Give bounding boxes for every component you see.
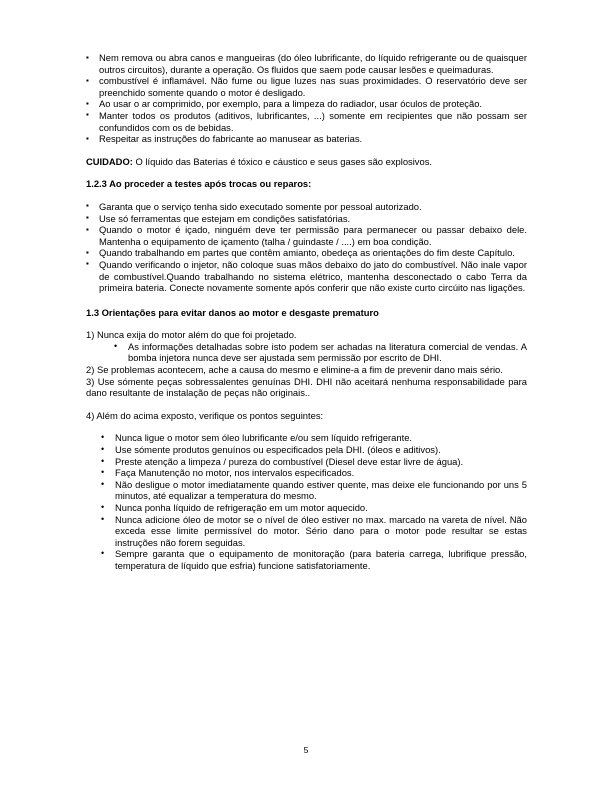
page-number: 5 xyxy=(303,745,309,755)
spacer xyxy=(86,145,527,156)
test-procedure-bullet-list xyxy=(86,201,527,294)
numbered-item-1: 1) Nunca exija do motor além do que foi projetado. xyxy=(86,329,297,341)
list-item: ▪ Ao usar o ar comprimido, por exemplo, para a limpeza do radiador, usar óculos de proteção. xyxy=(86,98,527,110)
caution-label: CUIDADO: xyxy=(86,155,133,167)
list-item: • Sempre garanta que o equipamento de monitoração (para bateria carrega, lubrifique pressão, temperatura de líquido que esfria) funcione satisfatoriamente. xyxy=(101,548,527,571)
list-item: • Preste atenção a limpeza / pureza do combustível (Diesel deve estar livre de água). xyxy=(101,456,527,468)
numbered-item-1-sublist xyxy=(86,341,527,364)
numbered-item-4: 4) Além do acima exposto, verifique os pontos seguintes: xyxy=(86,409,324,421)
numbered-item-2: 2) Se problemas acontecem, ache a causa do mesmo e elimine-a a fim de prevenir dano mais sério. xyxy=(86,364,503,376)
list-item: ▪ Nem remova ou abra canos e mangueiras (do óleo lubrificante, do líquido refrigerante ou de quaisquer outros circuitos), durante a operação. Os fluidos que saem pode causar lesões e queimaduras. xyxy=(86,52,527,75)
list-item: • Use sómente produtos genuínos ou especificados pela DHI. (óleos e aditivos). xyxy=(101,444,527,456)
spacer xyxy=(86,294,527,307)
list-item: • Não desligue o motor imediatamente quando estiver quente, mas deixe ele funcionando por uns 5 minutos, até equalizar a temperatura do mesmo. xyxy=(101,479,527,502)
safety-bullet-list-top xyxy=(86,52,527,145)
list-item: ▪ Quando o motor é içado, ninguém deve ter permissão para permanecer ou passar debaixo dele. Mantenha o equipamento de içamento (talha / guindaste / ....) em boa condição. xyxy=(86,224,527,247)
section-heading-1-2-3: 1.2.3 Ao proceder a testes após trocas ou reparos: xyxy=(86,178,312,190)
spacer xyxy=(86,190,527,201)
list-item: • Nunca adicione óleo de motor se o nível de óleo estiver no max. marcado na vareta de nível. Não exceda esse limite permissível do motor. Sério dano para o motor pode resultar se estas instruções não forem seguidas. xyxy=(101,514,527,549)
section-heading-1-3: 1.3 Orientações para evitar danos ao motor e desgaste prematuro xyxy=(86,306,379,318)
list-item: • Nunca ponha líquido de refrigeração em um motor aquecido. xyxy=(101,502,527,514)
spacer xyxy=(86,399,527,410)
list-item: ▪ Garanta que o serviço tenha sido executado somente por pessoal autorizado. xyxy=(86,201,527,213)
list-item: ▪ Quando verificando o injetor, não coloque suas mãos debaixo do jato do combustível. Não inale vapor de combustível.Quando trabalhando no sistema elétrico, mantenha desconectado o cabo Terra da primeira bateria. Conecte novamente somente após conferir que não existe curto circúito nas ligações. xyxy=(86,259,527,294)
list-item: ▪ Manter todos os produtos (aditivos, lubrificantes, ...) somente em recipientes que não possam ser confundidos com os de bebidas. xyxy=(86,110,527,133)
list-item: ▪ Quando trabalhando em partes que contêm amianto, obedeça as orientações do fim deste Capítulo. xyxy=(86,247,527,259)
list-item: • As informações detalhadas sobre isto podem ser achadas na literatura comercial de vendas. A bomba injetora nunca deve ser ajustada sem permissão por escrito de DHI. xyxy=(114,341,527,364)
list-item: • Faça Manutenção no motor, nos intervalos especificados. xyxy=(101,467,527,479)
list-item: ▪ Respeitar as instruções do fabricante ao manusear as baterias. xyxy=(86,133,527,145)
list-item: ▪ combustível é inflamável. Não fume ou ligue luzes nas suas proximidades. O reservatório deve ser preenchido somente quando o motor é desligado. xyxy=(86,75,527,98)
list-item: ▪ Use só ferramentas que estejam em condições satisfatórias. xyxy=(86,213,527,225)
numbered-item-3: 3) Use sómente peças sobressalentes genuínas DHI. DHI não aceitará nenhuma responsabilidade para dano resultante de instalação de peças não originais.. xyxy=(86,375,527,399)
spacer xyxy=(86,167,527,178)
caution-note xyxy=(86,156,527,168)
list-item: • Nunca ligue o motor sem óleo lubrificante e/ou sem líquido refrigerante. xyxy=(101,432,527,444)
spacer xyxy=(86,421,527,432)
caution-text: O líquido das Baterias é tóxico e cáustico e seus gases são explosivos. xyxy=(132,155,432,167)
engine-care-bullet-list xyxy=(86,432,527,571)
spacer xyxy=(86,318,527,329)
page-content xyxy=(86,52,527,572)
